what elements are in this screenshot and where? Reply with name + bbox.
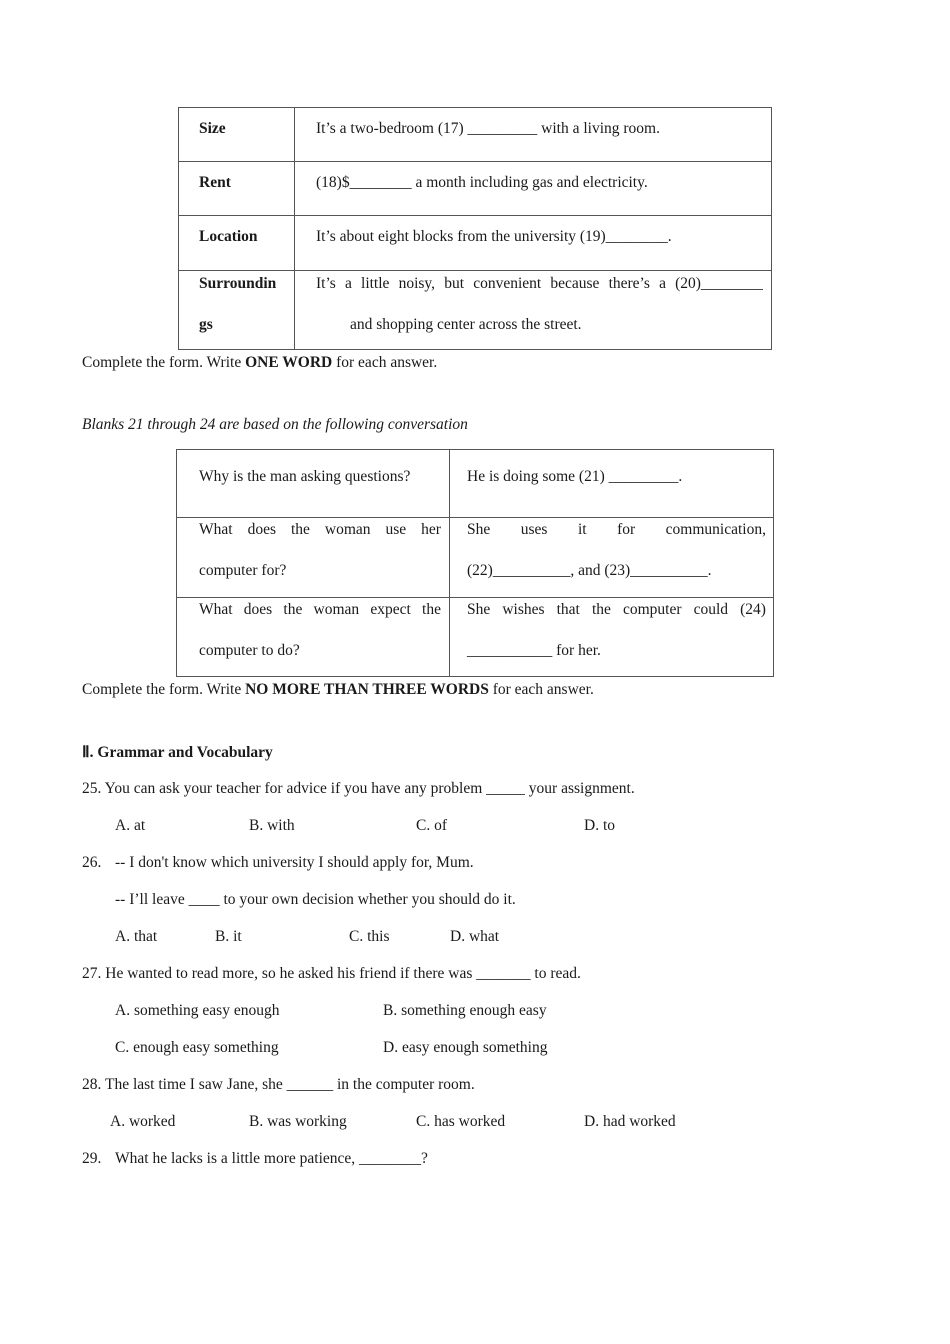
- conversation-form-table: [176, 449, 774, 677]
- row-text-surroundings-2: and shopping center across the street.: [350, 316, 582, 333]
- row-label-size: Size: [199, 120, 226, 137]
- question-26-line1: -- I don't know which university I should apply for, Mum.: [115, 854, 474, 871]
- word: the: [591, 601, 611, 618]
- q26-option-d: D. what: [450, 928, 500, 945]
- word: She: [467, 601, 491, 618]
- word: that: [556, 601, 580, 618]
- word: but: [444, 275, 465, 292]
- row-label-rent: Rent: [199, 174, 231, 191]
- word: little: [361, 275, 390, 292]
- q26-option-a: A. that: [115, 928, 158, 945]
- q27-option-a: A. something easy enough: [115, 1002, 280, 1019]
- word: It’s: [316, 275, 336, 292]
- row-text-location: It’s about eight blocks from the university (19)________.: [316, 228, 672, 245]
- question-27-stem: 27. He wanted to read more, so he asked his friend if there was _______ to read.: [82, 965, 581, 982]
- instruction-text: Complete the form. Write: [82, 681, 246, 698]
- q26-option-b: B. it: [215, 928, 242, 945]
- word: use: [385, 521, 407, 538]
- section-title: . Grammar and Vocabulary: [89, 744, 273, 761]
- answer-expect-line2: ___________ for her.: [467, 642, 601, 659]
- word: could: [693, 601, 729, 618]
- word: (20)________: [675, 275, 763, 292]
- question-26-number: 26.: [82, 854, 102, 871]
- instruction-text: Complete the form. Write: [82, 354, 246, 371]
- question-expect-line2: computer to do?: [199, 642, 300, 659]
- row-label-surroundings-1: Surroundin: [199, 275, 277, 292]
- q27-option-b: B. something enough easy: [383, 1002, 547, 1019]
- word: woman: [313, 601, 360, 618]
- word: it: [577, 521, 587, 538]
- q25-option-c: C. of: [416, 817, 447, 834]
- word: She: [467, 521, 491, 538]
- word: What: [199, 601, 233, 618]
- instruction-emphasis: NO MORE THAN THREE WORDS: [245, 681, 489, 698]
- word: woman: [324, 521, 371, 538]
- word: expect: [370, 601, 411, 618]
- word: for: [617, 521, 636, 538]
- row-text-rent: (18)$________ a month including gas and electricity.: [316, 174, 648, 191]
- q28-option-b: B. was working: [249, 1113, 347, 1130]
- word: uses: [520, 521, 548, 538]
- word: (24): [740, 601, 766, 618]
- q27-option-c: C. enough easy something: [115, 1039, 279, 1056]
- word: does: [247, 521, 276, 538]
- answer-why: He is doing some (21) _________.: [467, 468, 683, 485]
- word: communication,: [665, 521, 766, 538]
- q26-option-c: C. this: [349, 928, 390, 945]
- word: there’s: [608, 275, 650, 292]
- word: the: [283, 601, 303, 618]
- word: the: [290, 521, 310, 538]
- row-text-surroundings-1: [316, 275, 763, 293]
- question-why: Why is the man asking questions?: [199, 468, 411, 485]
- answer-use-line1: [467, 521, 766, 539]
- word: wishes: [502, 601, 545, 618]
- word: the: [422, 601, 441, 618]
- question-25-stem: 25. You can ask your teacher for advice if you have any problem _____ your assignment.: [82, 780, 635, 797]
- row-label-location: Location: [199, 228, 258, 245]
- word: her: [421, 521, 441, 538]
- q25-option-d: D. to: [584, 817, 615, 834]
- word: does: [243, 601, 273, 618]
- instruction-text: for each answer.: [488, 681, 594, 698]
- q25-option-a: A. at: [115, 817, 146, 834]
- q28-option-c: C. has worked: [416, 1113, 506, 1130]
- word: noisy,: [398, 275, 436, 292]
- question-use-line1: [199, 521, 441, 539]
- word: a: [659, 275, 666, 292]
- word: a: [344, 275, 352, 292]
- row-label-surroundings-2: gs: [199, 316, 213, 333]
- section-numeral: Ⅱ: [82, 744, 90, 761]
- question-29-number: 29.: [82, 1150, 102, 1167]
- word: convenient: [473, 275, 542, 292]
- row-text-size: It’s a two-bedroom (17) _________ with a living room.: [316, 120, 660, 137]
- q27-option-d: D. easy enough something: [383, 1039, 548, 1056]
- word: computer: [622, 601, 682, 618]
- q25-option-b: B. with: [249, 817, 295, 834]
- instruction-text: for each answer.: [332, 354, 438, 371]
- word: because: [550, 275, 600, 292]
- instruction-emphasis: ONE WORD: [245, 354, 333, 371]
- table1-instruction: [82, 354, 437, 372]
- question-28-stem: 28. The last time I saw Jane, she ______ in the computer room.: [82, 1076, 475, 1093]
- question-expect-line1: [199, 601, 441, 619]
- q28-option-a: A. worked: [110, 1113, 176, 1130]
- answer-expect-line1: [467, 601, 766, 619]
- word: What: [199, 521, 233, 538]
- conversation-intro: Blanks 21 through 24 are based on the following conversation: [82, 416, 468, 433]
- question-use-line2: computer for?: [199, 562, 287, 579]
- q28-option-d: D. had worked: [584, 1113, 676, 1130]
- table2-instruction: [82, 681, 594, 699]
- answer-use-line2: (22)__________, and (23)__________.: [467, 562, 712, 579]
- question-29-stem: What he lacks is a little more patience, ________?: [115, 1150, 428, 1167]
- apartment-form-table: [178, 107, 772, 350]
- question-26-line2: -- I’ll leave ____ to your own decision whether you should do it.: [115, 891, 516, 908]
- section-heading: [82, 743, 273, 762]
